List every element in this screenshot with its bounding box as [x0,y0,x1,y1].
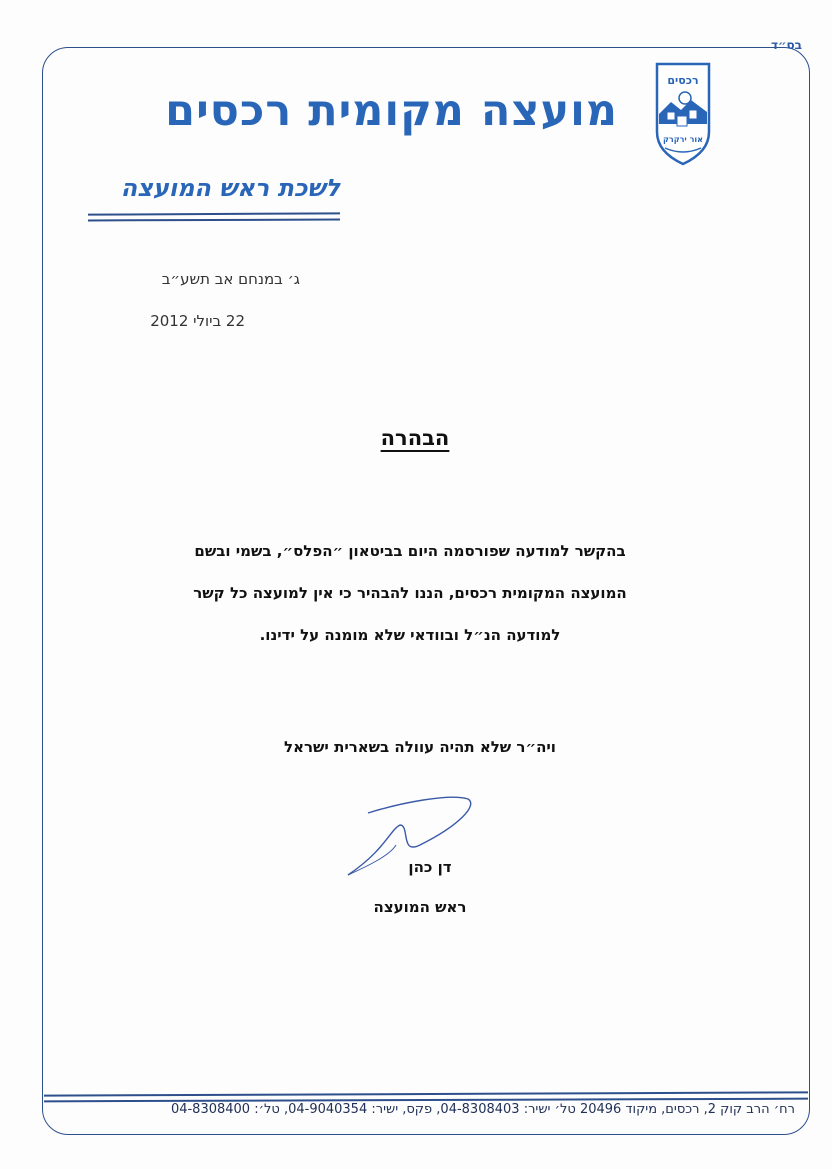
footer-contact: רח׳ הרב קוק 2, רכסים, מיקוד 20496 טל׳ ישיר: 04-8308403, פקס, ישיר: 04-9040354, טל׳: 04-8308400 [170,1102,795,1117]
letter-heading: הבהרה [380,426,450,450]
bsd-mark: בס״ד [770,38,802,52]
signer-name: דן כהן [408,858,452,876]
body-line: המועצה המקומית רכסים, הננו להבהיר כי אין למועצה כל קשר [193,584,627,602]
office-subtitle: לשכת ראש המועצה [120,174,340,202]
body-line: בהקשר למודעה שפורסמה היום בביטאון ״הפלס״, בשמי ובשם [194,542,626,560]
council-emblem-icon [655,62,711,166]
svg-text:רכסים: רכסים [667,74,699,87]
closing-line: ויה״ר שלא תהיה עוולה בשארית ישראל [284,738,556,756]
hebrew-date: ג׳ במנחם אב תשע״ב [161,270,300,288]
svg-text:אור ירקרק: אור ירקרק [663,135,703,144]
letter-body [140,530,680,656]
body-line: למודעה הנ״ל ובוודאי שלא מומנה על ידינו. [259,626,561,644]
council-title: מועצה מקומית רכסים [165,86,618,136]
gregorian-date: 22 ביולי 2012 [150,312,245,330]
signer-title: ראש המועצה [373,898,467,916]
